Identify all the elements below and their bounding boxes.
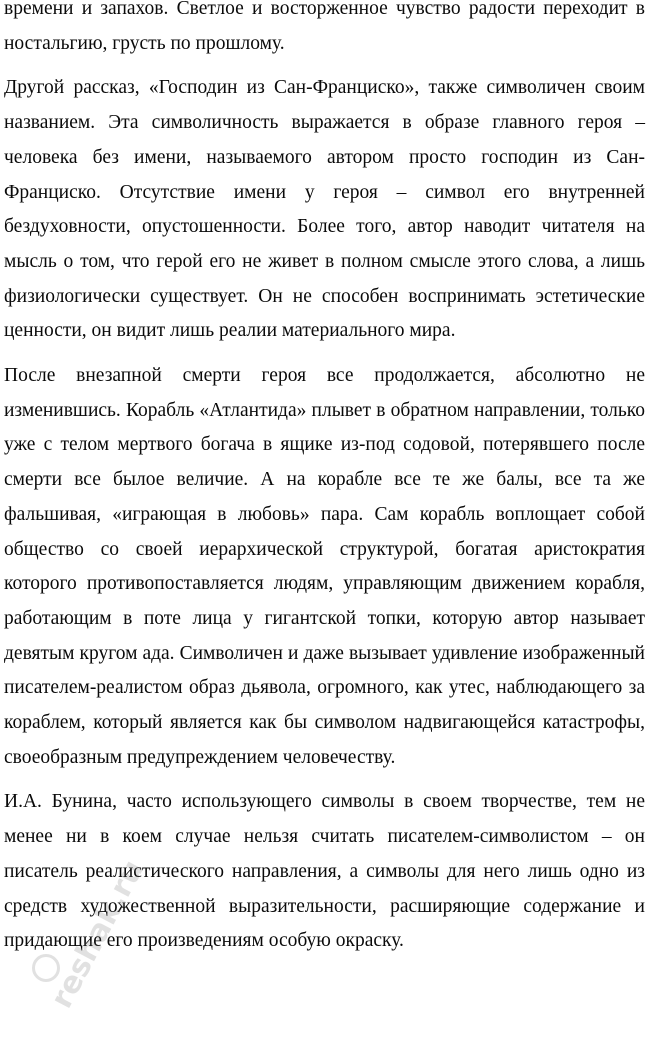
paragraph-4: И.А. Бунина, часто использующего символы в своем творчестве, тем не менее ни в коем случае нельзя считать писателем-символистом – он писатель реалистического направления, а символы для него лишь одно из средств художественной выразительности, расширяющие содержание и придающие его произведениям особую окраску.	[4, 791, 645, 952]
paragraph-2: Другой рассказ, «Господин из Сан-Франциско», также символичен своим названием. Эта символичность выражается в образе главного героя – человека без имени, называемого автором просто господин из Сан-Франциско. Отсутствие имени у героя – символ его внутренней бездуховности, опустошенности. Более того, автор наводит читателя на мысль о том, что герой его не живет в полном смысле этого слова, а лишь физиологически существует. Он не способен воспринимать эстетические ценности, он видит лишь реалии материального мира.	[4, 77, 645, 342]
paragraph-1: времени и запахов. Светлое и восторженное чувство радости переходит в ностальгию, грусть по прошлому.	[4, 0, 645, 54]
paragraph-3: После внезапной смерти героя все продолжается, абсолютно не изменившись. Корабль «Атлантида» плывет в обратном направлении, только уже с телом мертвого богача в ящике из-под содовой, потерявшего после смерти все былое величие. А на корабле все те же балы, все та же фальшивая, «играющая в любовь» пара. Сам корабль воплощает собой общество со своей иерархической структурой, богатая аристократия которого противопоставляется людям, управляющим движением корабля, работающим в поте лица у гигантской топки, которую автор называет девятым кругом ада. Символичен и даже вызывает удивление изображенный писателем-реалистом образ дьявола, огромного, как утес, наблюдающего за кораблем, который является как бы символом надвигающейся катастрофы, своеобразным предупреждением человечеству.	[4, 365, 645, 768]
document-page	[4, 0, 645, 969]
watermark-text: reshak.ru	[44, 854, 152, 1015]
